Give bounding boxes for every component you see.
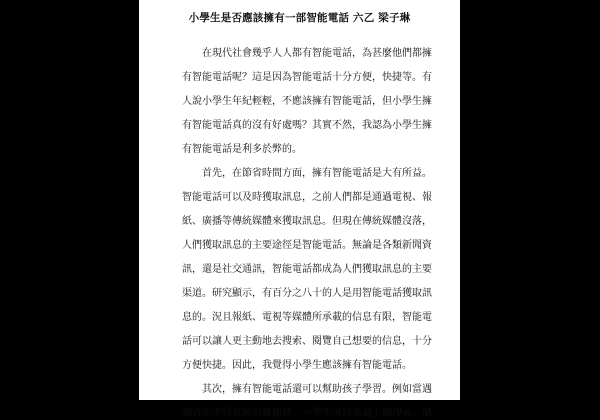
paragraph-line: 在現代社會幾乎人人都有智能電話，為甚麼他們都擁 <box>182 48 432 59</box>
paragraph-line: 智能電話可以及時獲取訊息，之前人們都是通過電視、報 <box>182 192 432 203</box>
paragraph-line: 有智能電話呢？這是因為智能電話十分方便，快捷等。有 <box>182 72 432 83</box>
document-page <box>139 0 460 419</box>
document-title: 小學生是否應該擁有一部智能電話 六乙 梁子琳 <box>188 12 411 24</box>
paragraph-line: 息的。況且報紙、電視等媒體所承載的信息有限，智能電 <box>182 312 432 323</box>
paragraph-line: 方便快捷。因此，我覺得小學生應該擁有智能電話。 <box>182 360 412 371</box>
paragraph-line: 訊，還是社交通訊，智能電話都成為人們獲取訊息的主要 <box>182 264 432 275</box>
paragraph-line: 有智能電話真的沒有好處嗎？其實不然，我認為小學生擁 <box>182 120 432 131</box>
paragraph-line: 有智能電話是利多於弊的。 <box>182 144 302 155</box>
paragraph-line: 到百思不得其解的難題時，小學生可以通過上網搜尋、瀏 <box>182 408 432 419</box>
paragraph-line: 其次，擁有智能電話還可以幫助孩子學習。例如當遇 <box>182 384 432 395</box>
paragraph-line: 人說小學生年紀輕輕，不應該擁有智能電話，但小學生擁 <box>182 96 432 107</box>
paragraph-line: 話可以讓人更主動地去搜索、閱覽自己想要的信息，十分 <box>182 336 432 347</box>
paragraph-line: 紙、廣播等傳統媒體來獲取訊息。但現在傳統媒體沒落， <box>182 216 432 227</box>
paragraph-line: 首先，在節省時間方面，擁有智能電話是大有所益。 <box>182 168 432 179</box>
paragraph-line: 渠道。研究顯示，有百分之八十的人是用智能電話獲取訊 <box>182 288 432 299</box>
paragraph-line: 人們獲取訊息的主要途徑是智能電話。無論是各類新聞資 <box>182 240 432 251</box>
